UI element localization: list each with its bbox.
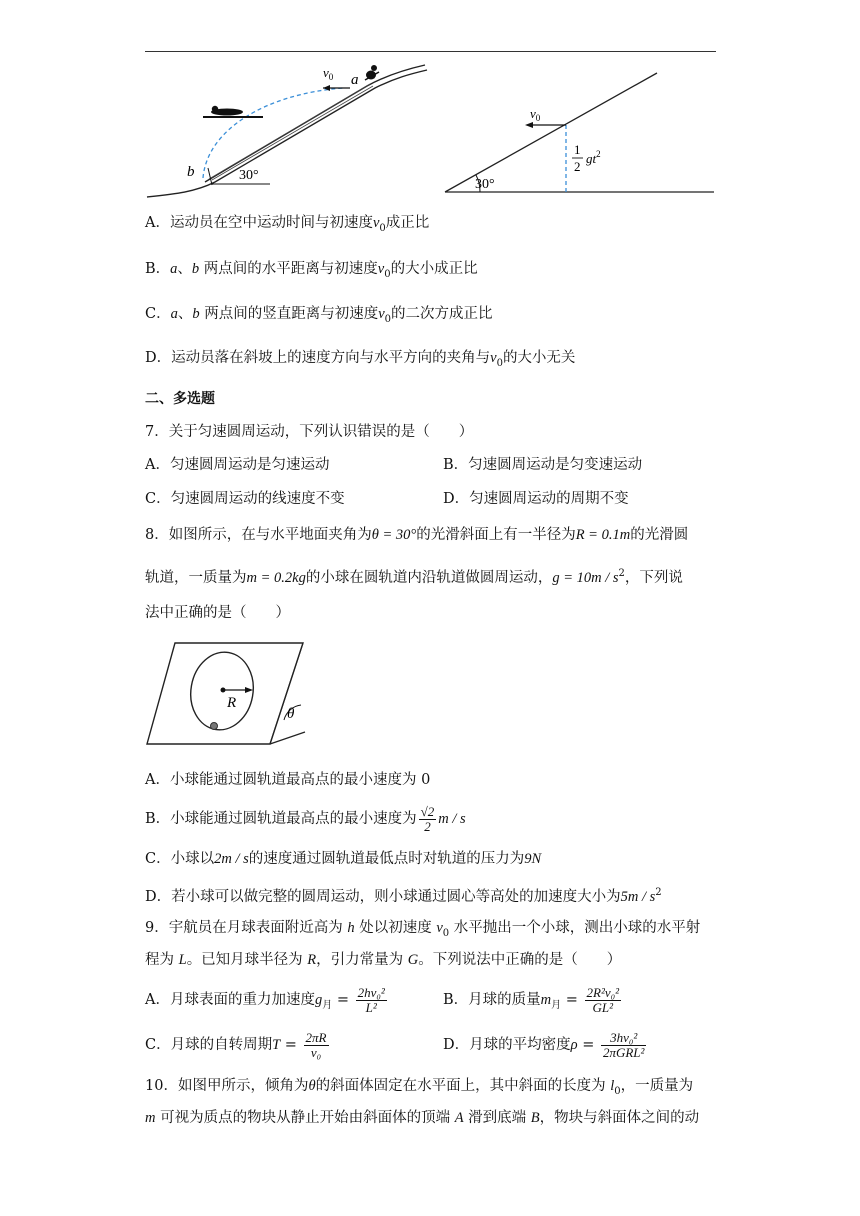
q10-stem-line1: 10．如图甲所示，倾角为θ的斜面体固定在水平面上，其中斜面的长度为 $l_0$，一质量为	[145, 1078, 694, 1097]
slope-stripe-2	[212, 86, 373, 180]
q8-stem-line1: 8．如图所示，在与水平地面夹角为θ = 30°的光滑斜面上有一半径为R = 0.1m的光滑圆	[145, 527, 689, 543]
radius-arrowhead	[245, 687, 253, 693]
q9-b-fraction: $\frac{\text{2R²v₀²}}{\text{GL²}}$	[586, 984, 620, 1015]
q6-option-b: B．a、b 两点间的水平距离与初速度$v_0$的大小成正比	[145, 261, 478, 280]
incline-angle-label: 30°	[475, 177, 495, 192]
ski-b-label: b	[187, 164, 195, 180]
loop-figure	[145, 640, 315, 750]
slope-stripe-1	[209, 84, 370, 179]
radius-label: R	[227, 695, 237, 711]
q9-option-a: A．月球表面的重力加速度$g_月$ = $\frac{\text{2hv₀²}}{\text{L²}}$	[145, 984, 385, 1015]
ski-angle-label: 30°	[239, 168, 259, 183]
ski-angle-vertical	[208, 168, 212, 185]
q8-b-fraction: $\frac{√2}{2}$	[420, 803, 435, 834]
q6-option-c: C．a、b 两点间的竖直距离与初速度$v_0$的二次方成正比	[145, 306, 493, 325]
q8-stem-line2: 轨道，一质量为m = 0.2kg的小球在圆轨道内沿轨道做圆周运动，$g = 10m / s^2$，下列说	[145, 568, 683, 586]
header-rule	[145, 51, 716, 52]
incline-v0-label: $v_0$	[530, 106, 541, 123]
q7-option-b: B．匀速圆周运动是匀变速运动	[443, 457, 643, 473]
q9-stem-line2: 程为 L。已知月球半径为 R，引力常量为 G。下列说法中正确的是（ ）	[145, 952, 622, 968]
skier-icon	[365, 65, 379, 80]
q8-option-a: A．小球能通过圆轨道最高点的最小速度为 0	[145, 772, 431, 788]
plane-edge-fold	[270, 643, 305, 744]
incline-figure	[440, 68, 720, 198]
q7-option-a: A．匀速圆周运动是匀速运动	[145, 457, 330, 473]
q7-option-c: C．匀速圆周运动的线速度不变	[145, 491, 345, 507]
incline-slope	[445, 73, 657, 192]
q8-option-d: D．若小球可以做完整的圆周运动，则小球通过圆心等高处的加速度大小为$5m / s^2$	[145, 887, 662, 905]
q9-c-fraction: $\frac{2\pi R}{\text{v₀}}$	[305, 1029, 327, 1060]
section-heading-multi-choice: 二、多选题	[145, 391, 215, 407]
q9-d-fraction: $\frac{\text{3hv₀²}}{\text{2πGRL²}}$	[602, 1029, 645, 1060]
half-num: 1	[574, 142, 581, 157]
incline-velocity-arrowhead	[525, 122, 533, 128]
q9-option-b: B．月球的质量$m_月$ = $\frac{\text{2R²v₀²}}{\text{GL²}}$	[443, 984, 620, 1015]
q8-option-b: B．小球能通过圆轨道最高点的最小速度为 $\frac{√2}{2}$ m / s	[145, 803, 466, 834]
q7-stem: 7．关于匀速圆周运动，下列认识错误的是（ ）	[145, 424, 474, 440]
q9-option-d: D．月球的平均密度ρ = $\frac{\text{3hv₀²}}{\text{2πGRL²}}$	[443, 1029, 645, 1060]
gt-label: $gt^2$	[586, 149, 601, 166]
q10-stem-line2: m 可视为质点的物块从静止开始由斜面体的顶端 A 滑到底端 B，物块与斜面体之间的动	[145, 1110, 700, 1126]
q6-option-a: A．运动员在空中运动时间与初速度$v_0$成正比	[145, 215, 430, 234]
theta-label: θ	[287, 706, 295, 722]
ball	[211, 723, 218, 730]
trajectory-dashed	[203, 88, 343, 178]
ski-jump-figure	[145, 60, 430, 200]
q8-stem-line3: 法中正确的是（ ）	[145, 605, 290, 621]
q9-option-c: C．月球的自转周期T = $\frac{2\pi R}{\text{v₀}}$	[145, 1029, 327, 1060]
q8-option-c: C．小球以2m / s的速度通过圆轨道最低点时对轨道的压力为9N	[145, 851, 542, 867]
ski-v0-label: $v_0$	[323, 65, 334, 82]
q9-a-fraction: $\frac{\text{2hv₀²}}{\text{L²}}$	[357, 984, 385, 1015]
ski-a-label: a	[351, 72, 359, 88]
q7-option-d: D．匀速圆周运动的周期不变	[443, 491, 629, 507]
q6-option-d: D．运动员落在斜坡上的速度方向与水平方向的夹角与$v_0$的大小无关	[145, 350, 576, 369]
half-den: 2	[574, 159, 581, 174]
q9-stem-line1: 9．宇航员在月球表面附近高为 h 处以初速度 $v_0$ 水平抛出一个小球，测出小球的水平射	[145, 920, 701, 939]
